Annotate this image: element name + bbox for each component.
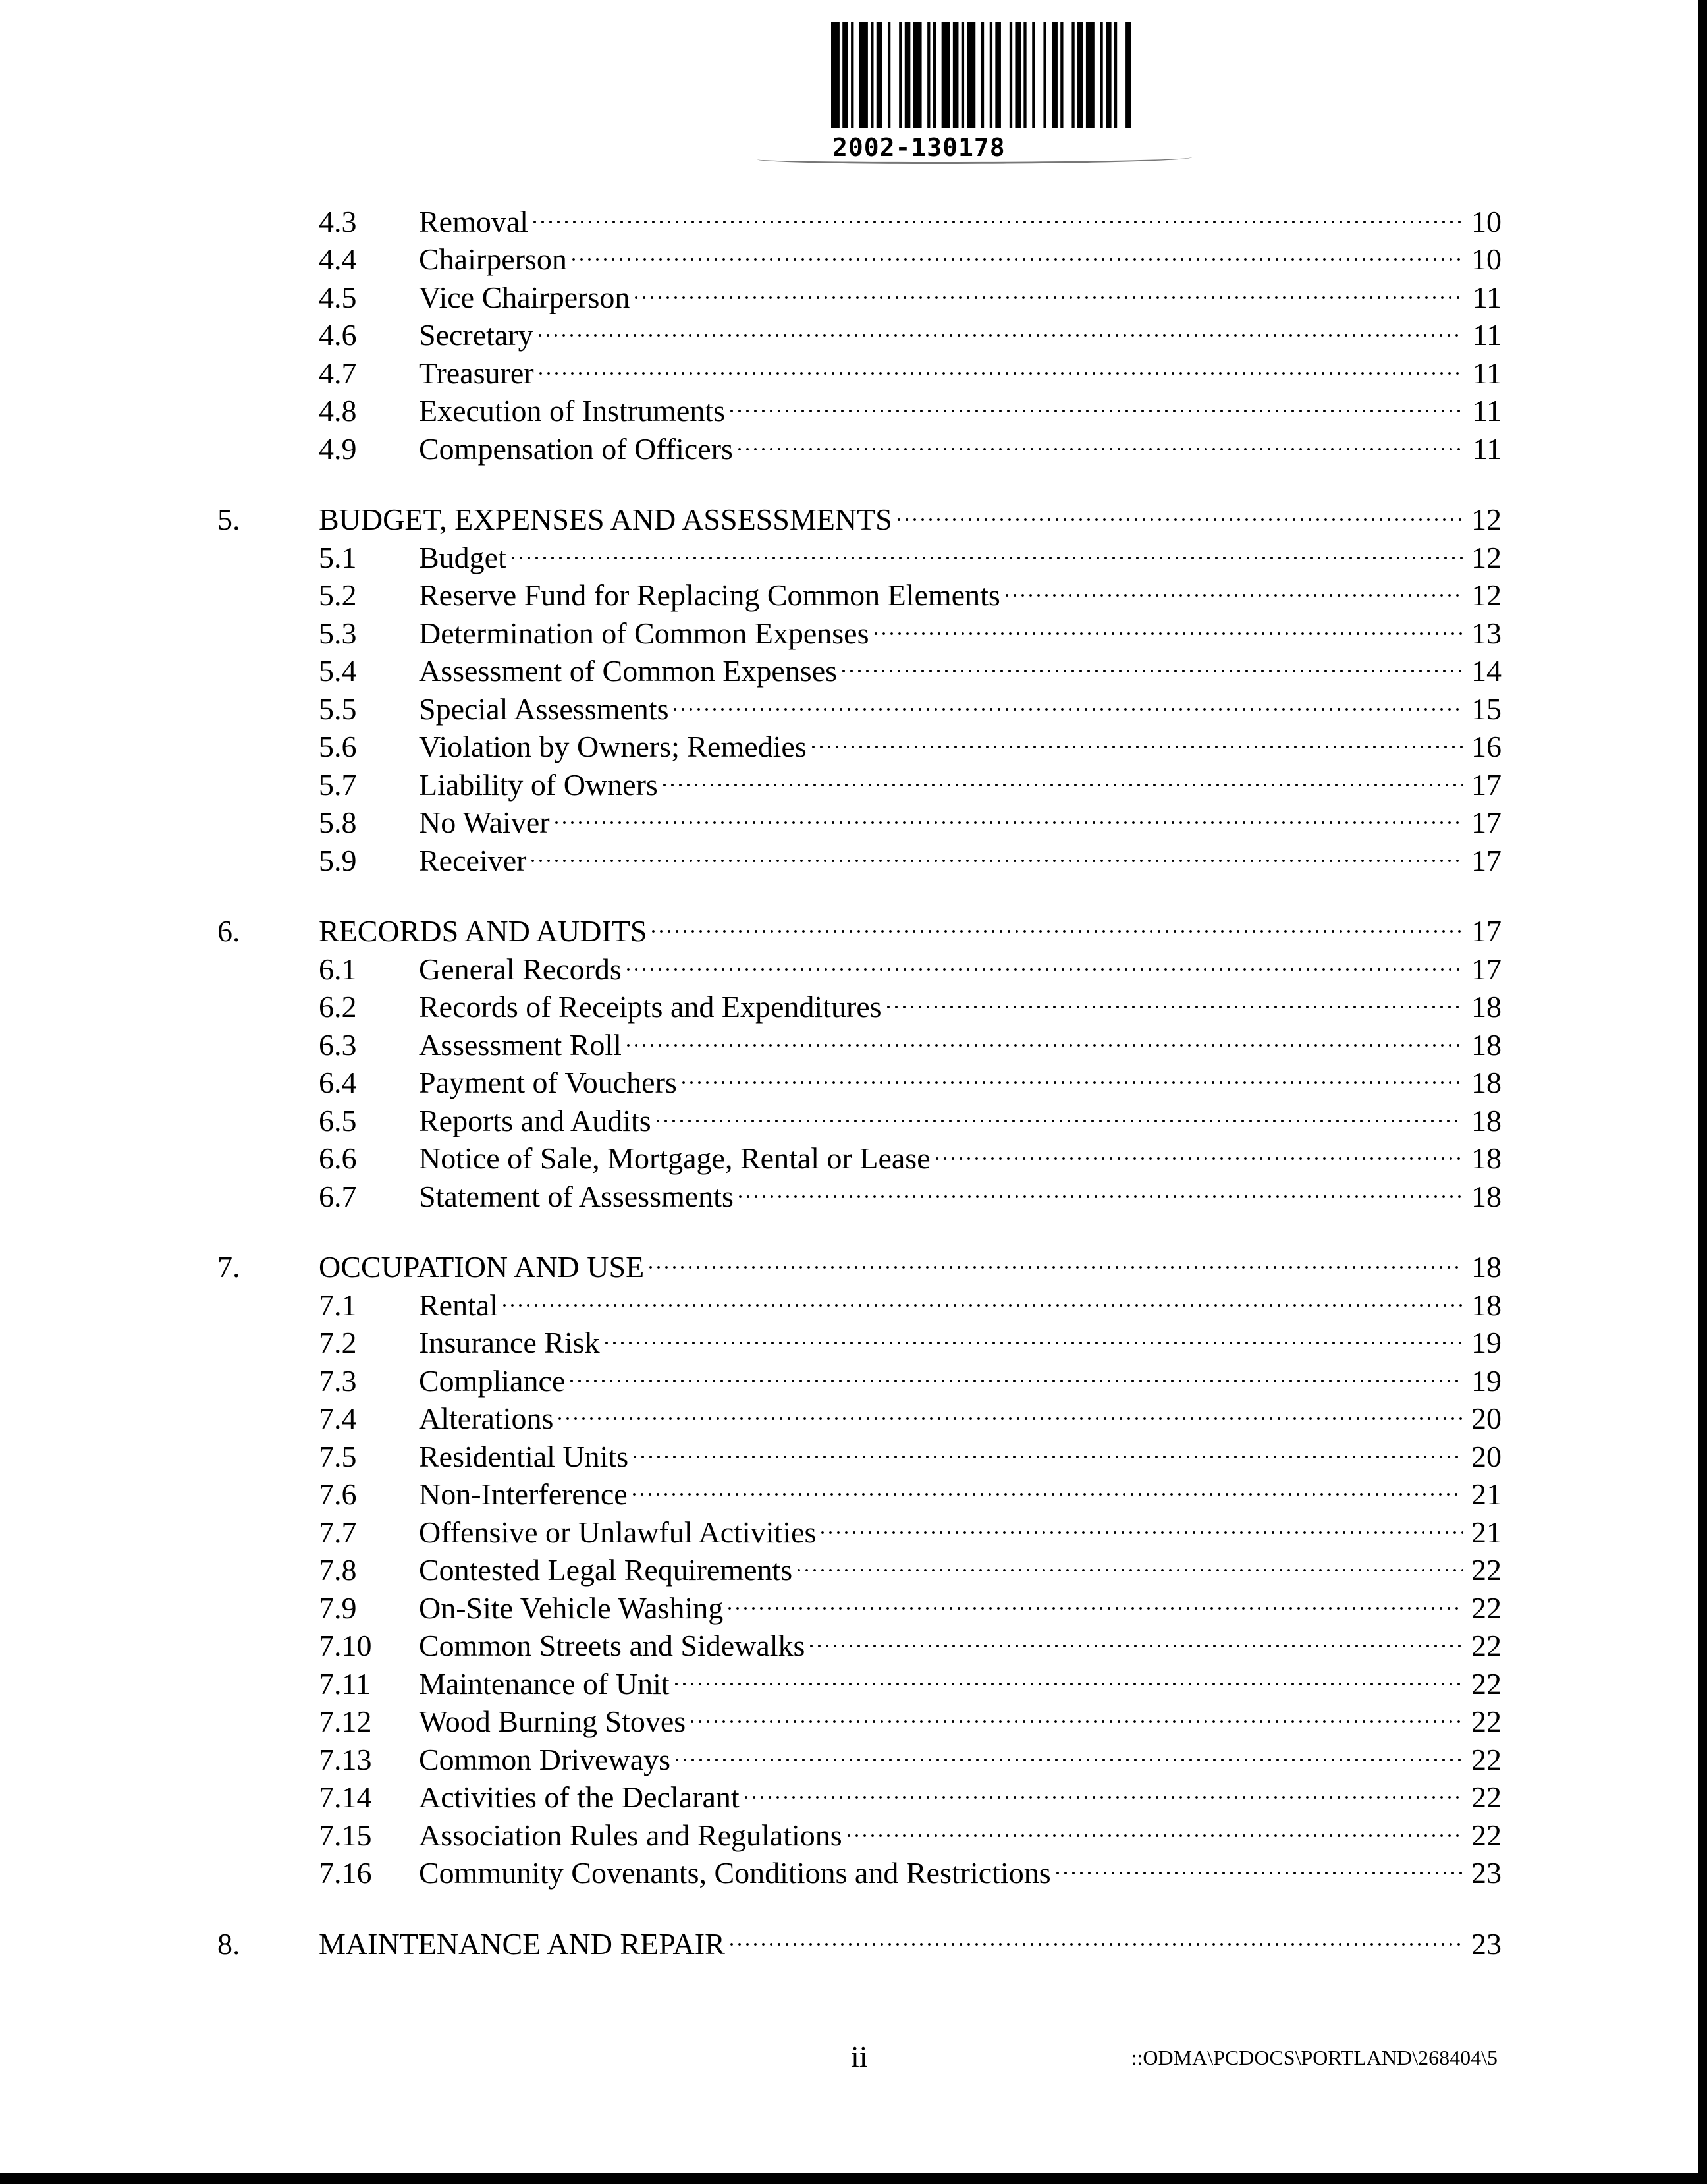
toc-number: 7.11	[319, 1666, 371, 1701]
toc-page-number: 11	[1472, 394, 1502, 427]
toc-dot-leader	[672, 1656, 1463, 1694]
toc-number: 7.1	[319, 1288, 357, 1322]
toc-page-number: 15	[1471, 692, 1502, 726]
barcode-bar	[981, 22, 984, 128]
table-of-contents	[217, 194, 1502, 1961]
toc-title: Chairperson	[419, 242, 567, 276]
toc-dot-leader	[736, 1168, 1463, 1207]
barcode-bar	[859, 22, 868, 128]
barcode-bar	[1043, 22, 1046, 128]
barcode	[831, 22, 1134, 162]
toc-number: 7.13	[319, 1742, 372, 1776]
toc-title: Community Covenants, Conditions and Restrictions	[419, 1856, 1051, 1890]
toc-page-number: 10	[1471, 204, 1502, 238]
toc-page-number: 13	[1471, 616, 1502, 650]
toc-title: Compensation of Officers	[419, 431, 733, 466]
barcode-bar	[1125, 22, 1131, 128]
toc-title: Receiver	[419, 843, 527, 877]
barcode-graphic	[831, 22, 1134, 128]
toc-page-number: 21	[1471, 1515, 1502, 1549]
toc-page-number: 22	[1471, 1742, 1502, 1776]
barcode-bar	[888, 22, 890, 128]
toc-title: Vice Chairperson	[419, 280, 630, 314]
toc-number: 7.10	[319, 1629, 372, 1662]
toc-title: Residential Units	[419, 1439, 629, 1473]
toc-dot-leader	[529, 833, 1463, 871]
toc-title: Execution of Instruments	[419, 394, 726, 427]
toc-section-row	[217, 1916, 1502, 1961]
barcode-bar	[877, 22, 882, 128]
barcode-bar	[1060, 22, 1063, 128]
toc-number: 7.16	[319, 1856, 372, 1890]
barcode-bar	[871, 22, 873, 128]
toc-dot-leader	[1054, 1845, 1463, 1884]
toc-title: General Records	[419, 952, 622, 986]
toc-number: 4.9	[319, 431, 357, 466]
barcode-bar	[831, 22, 840, 128]
toc-title: Records of Receipts and Expenditures	[419, 990, 882, 1024]
toc-dot-leader	[742, 1770, 1463, 1808]
toc-number: 6.2	[319, 990, 357, 1024]
toc-title: MAINTENANCE AND REPAIR	[319, 1926, 725, 1961]
barcode-bar	[1010, 22, 1012, 128]
toc-number: 5.	[217, 503, 240, 536]
toc-dot-leader	[568, 1353, 1463, 1391]
toc-number: 7.7	[319, 1515, 357, 1549]
toc-page-number: 18	[1471, 1179, 1502, 1213]
barcode-bar	[933, 22, 936, 128]
barcode-bar	[1015, 22, 1021, 128]
toc-number: 4.4	[319, 242, 357, 276]
barcode-bar	[1032, 22, 1035, 128]
toc-title: No Waiver	[419, 805, 550, 839]
toc-title: Secretary	[419, 318, 533, 352]
toc-dot-leader	[1003, 568, 1463, 606]
barcode-bar	[1052, 22, 1058, 128]
toc-dot-leader	[556, 1391, 1463, 1429]
barcode-bar	[927, 22, 930, 128]
barcode-bar	[1106, 22, 1112, 128]
toc-title: Activities of the Declarant	[419, 1780, 740, 1814]
toc-dot-leader	[624, 941, 1463, 979]
toc-page-number: 17	[1471, 805, 1502, 839]
toc-dot-leader	[807, 1618, 1463, 1656]
toc-number: 7.2	[319, 1326, 357, 1359]
toc-page-number: 16	[1471, 730, 1502, 763]
barcode-bar	[962, 22, 964, 128]
toc-dot-leader	[631, 1429, 1463, 1467]
barcode-bar	[942, 22, 950, 128]
toc-title: Notice of Sale, Mortgage, Rental or Lease	[419, 1141, 931, 1175]
toc-page-number: 10	[1471, 242, 1502, 276]
toc-dot-leader	[649, 904, 1463, 942]
barcode-bar	[990, 22, 992, 128]
toc-dot-leader	[884, 979, 1463, 1018]
toc-number: 5.3	[319, 616, 357, 650]
barcode-bar	[995, 22, 1001, 128]
toc-dot-leader	[872, 605, 1464, 643]
toc-title: Budget	[419, 540, 506, 574]
toc-page-number: 19	[1471, 1363, 1502, 1398]
toc-page-number: 11	[1472, 431, 1502, 466]
toc-dot-leader	[647, 1240, 1463, 1278]
toc-title: Offensive or Unlawful Activities	[419, 1515, 817, 1549]
toc-number: 4.5	[319, 280, 357, 314]
toc-dot-leader	[845, 1807, 1463, 1845]
toc-number: 7.3	[319, 1363, 357, 1398]
toc-dot-leader	[553, 795, 1463, 833]
toc-dot-leader	[809, 719, 1463, 757]
toc-dot-leader	[501, 1277, 1463, 1315]
toc-page-number: 18	[1471, 1288, 1502, 1322]
toc-page-number: 18	[1471, 1141, 1502, 1175]
toc-page-number: 12	[1471, 503, 1502, 536]
toc-title: Violation by Owners; Remedies	[419, 730, 807, 763]
toc-entry-row	[217, 194, 1502, 238]
toc-page-number: 11	[1472, 318, 1502, 352]
toc-page-number: 17	[1471, 952, 1502, 986]
toc-dot-leader	[632, 269, 1463, 308]
barcode-bar	[851, 22, 853, 128]
toc-title: Special Assessments	[419, 692, 669, 726]
toc-title: Assessment Roll	[419, 1027, 622, 1062]
toc-title: Alterations	[419, 1402, 554, 1435]
toc-page-number: 22	[1471, 1705, 1502, 1738]
toc-number: 5.5	[319, 692, 357, 726]
toc-number: 4.8	[319, 394, 357, 427]
toc-number: 7.6	[319, 1477, 357, 1511]
toc-number: 7.5	[319, 1439, 357, 1473]
toc-number: 7.9	[319, 1591, 357, 1625]
toc-dot-leader	[726, 1580, 1463, 1618]
toc-title: Common Streets and Sidewalks	[419, 1629, 805, 1662]
toc-title: BUDGET, EXPENSES AND ASSESSMENTS	[319, 503, 892, 536]
toc-page-number: 17	[1471, 914, 1502, 948]
toc-title: Contested Legal Requirements	[419, 1553, 793, 1587]
toc-number: 8.	[217, 1926, 240, 1961]
toc-page-number: 11	[1472, 280, 1502, 314]
toc-page-number: 22	[1471, 1553, 1502, 1587]
toc-page-number: 18	[1471, 1066, 1502, 1099]
toc-dot-leader	[840, 643, 1463, 682]
toc-dot-leader	[536, 308, 1463, 346]
toc-number: 7.12	[319, 1705, 372, 1738]
toc-title: On-Site Vehicle Washing	[419, 1591, 724, 1625]
toc-number: 6.7	[319, 1179, 357, 1213]
toc-dot-leader	[661, 757, 1463, 795]
toc-title: Assessment of Common Expenses	[419, 654, 838, 688]
toc-page-number: 12	[1471, 578, 1502, 612]
toc-dot-leader	[933, 1131, 1463, 1169]
barcode-bar	[967, 22, 975, 128]
toc-title: Compliance	[419, 1363, 566, 1398]
toc-title: Common Driveways	[419, 1742, 671, 1776]
toc-number: 6.1	[319, 952, 357, 986]
toc-page-number: 22	[1471, 1818, 1502, 1852]
toc-dot-leader	[531, 194, 1463, 232]
toc-number: 4.6	[319, 318, 357, 352]
toc-title: Statement of Assessments	[419, 1179, 734, 1213]
toc-section-row	[217, 492, 1502, 536]
toc-page-number: 20	[1471, 1439, 1502, 1473]
toc-dot-leader	[688, 1694, 1463, 1732]
toc-number: 7.	[217, 1250, 240, 1284]
toc-dot-leader	[630, 1467, 1463, 1505]
toc-page-number: 23	[1471, 1856, 1502, 1890]
toc-title: Determination of Common Expenses	[419, 616, 869, 650]
toc-page-number: 22	[1471, 1666, 1502, 1701]
toc-number: 6.3	[319, 1027, 357, 1062]
toc-title: OCCUPATION AND USE	[319, 1250, 645, 1284]
toc-title: Treasurer	[419, 356, 534, 390]
toc-number: 7.15	[319, 1818, 372, 1852]
toc-page-number: 14	[1471, 654, 1502, 688]
toc-page-number: 18	[1471, 990, 1502, 1024]
footer-page-number: ii	[851, 2040, 868, 2073]
toc-number: 4.3	[319, 204, 357, 238]
toc-page-number: 17	[1471, 767, 1502, 802]
toc-dot-leader	[570, 232, 1463, 270]
toc-dot-leader	[895, 492, 1463, 530]
toc-number: 7.4	[319, 1402, 357, 1435]
toc-page-number: 23	[1471, 1926, 1502, 1961]
barcode-bar	[905, 22, 911, 128]
toc-page-number: 22	[1471, 1591, 1502, 1625]
toc-number: 5.1	[319, 540, 357, 574]
toc-page-number: 12	[1471, 540, 1502, 574]
toc-dot-leader	[680, 1055, 1463, 1093]
toc-page-number: 18	[1471, 1027, 1502, 1062]
toc-number: 5.8	[319, 805, 357, 839]
toc-dot-leader	[603, 1315, 1463, 1353]
toc-page-number: 22	[1471, 1629, 1502, 1662]
toc-title: Maintenance of Unit	[419, 1666, 670, 1701]
toc-page-number: 20	[1471, 1402, 1502, 1435]
barcode-bar	[953, 22, 959, 128]
toc-title: Reserve Fund for Replacing Common Elements	[419, 578, 1000, 612]
toc-dot-leader	[736, 421, 1463, 459]
toc-dot-leader	[509, 530, 1463, 568]
toc-number: 5.6	[319, 730, 357, 763]
barcode-bar	[1071, 22, 1074, 128]
barcode-number: 2002-130178	[832, 133, 1006, 162]
toc-dot-leader	[671, 681, 1463, 719]
toc-dot-leader	[728, 383, 1463, 422]
barcode-bar	[1100, 22, 1102, 128]
toc-title: Wood Burning Stoves	[419, 1705, 686, 1738]
toc-title: RECORDS AND AUDITS	[319, 914, 647, 948]
barcode-bar	[1086, 22, 1095, 128]
toc-page-number: 18	[1471, 1250, 1502, 1284]
toc-title: Rental	[419, 1288, 499, 1322]
toc-title: Insurance Risk	[419, 1326, 600, 1359]
toc-number: 7.8	[319, 1553, 357, 1587]
toc-page-number: 18	[1471, 1103, 1502, 1137]
toc-number: 6.5	[319, 1103, 357, 1137]
toc-number: 6.6	[319, 1141, 357, 1175]
toc-dot-leader	[673, 1732, 1463, 1770]
toc-section-row	[217, 1240, 1502, 1284]
toc-title: Non-Interference	[419, 1477, 628, 1511]
toc-dot-leader	[537, 345, 1463, 383]
toc-number: 5.4	[319, 654, 357, 688]
barcode-bar	[842, 22, 848, 128]
footer-document-path: ::ODMA\PCDOCS\PORTLAND\268404\5	[1131, 2046, 1498, 2069]
toc-dot-leader	[624, 1017, 1463, 1055]
toc-title: Liability of Owners	[419, 767, 658, 802]
toc-dot-leader	[819, 1504, 1463, 1542]
toc-number: 5.2	[319, 578, 357, 612]
toc-section-row	[217, 904, 1502, 948]
toc-title: Reports and Audits	[419, 1103, 651, 1137]
toc-title: Payment of Vouchers	[419, 1066, 677, 1099]
barcode-bar	[899, 22, 902, 128]
toc-number: 7.14	[319, 1780, 372, 1814]
barcode-bar	[1077, 22, 1083, 128]
toc-number: 4.7	[319, 356, 357, 390]
toc-title: Association Rules and Regulations	[419, 1818, 842, 1852]
barcode-bar	[913, 22, 922, 128]
toc-number: 6.4	[319, 1066, 357, 1099]
toc-number: 5.9	[319, 843, 357, 877]
toc-page-number: 17	[1471, 843, 1502, 877]
toc-number: 5.7	[319, 767, 357, 802]
toc-page-number: 22	[1471, 1780, 1502, 1814]
barcode-bar	[1023, 22, 1026, 128]
barcode-underline	[757, 153, 1192, 164]
toc-title: Removal	[419, 204, 529, 238]
toc-dot-leader	[795, 1542, 1463, 1581]
barcode-bar	[1114, 22, 1117, 128]
toc-page-number: 19	[1471, 1326, 1502, 1359]
toc-page-number: 21	[1471, 1477, 1502, 1511]
toc-dot-leader	[654, 1093, 1463, 1131]
toc-dot-leader	[728, 1916, 1463, 1954]
toc-page-number: 11	[1472, 356, 1502, 390]
toc-number: 6.	[217, 914, 240, 948]
